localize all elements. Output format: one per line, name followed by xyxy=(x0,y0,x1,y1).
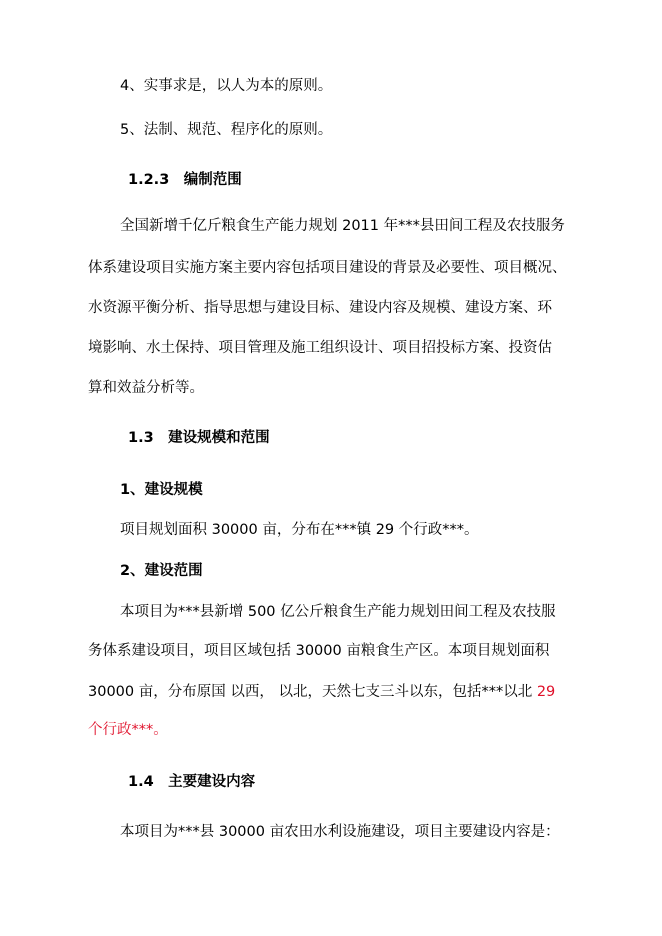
scope-paragraph-line-2: 体系建设项目实施方案主要内容包括项目建设的背景及必要性、项目概况、 xyxy=(88,260,567,276)
scope-paragraph-line-1: 全国新增千亿斤粮食生产能力规划 2011 年***县田间工程及农技服务 xyxy=(120,218,565,234)
range-paragraph-line-2: 务体系建设项目，项目区域包括 30000 亩粮食生产区。本项目规划面积 xyxy=(88,643,550,659)
principle-4: 4、实事求是，以人为本的原则。 xyxy=(120,78,333,94)
range-paragraph-line-3 xyxy=(88,682,555,702)
range-line-3-red-number: 29 xyxy=(536,684,556,700)
range-paragraph-line-1: 本项目为***县新增 500 亿公斤粮食生产能力规划田间工程及农技服 xyxy=(120,604,556,620)
subheading-build-range: 2、建设范围 xyxy=(120,563,203,579)
subheading-build-scale: 1、建设规模 xyxy=(120,482,203,498)
scope-paragraph-line-4: 境影响、水土保持、项目管理及施工组织设计、项目招投标方案、投资估 xyxy=(88,340,552,356)
principle-5: 5、法制、规范、程序化的原则。 xyxy=(120,122,333,138)
build-scale-text: 项目规划面积 30000 亩，分布在***镇 29 个行政***。 xyxy=(120,522,479,538)
section-heading-1-3: 1.3 建设规模和范围 xyxy=(128,430,270,446)
range-paragraph-line-4: 个行政***。 xyxy=(88,722,168,738)
section-heading-1-2-3: 1.2.3 编制范围 xyxy=(128,172,242,188)
scope-paragraph-line-5: 算和效益分析等。 xyxy=(88,380,204,396)
main-content-intro: 本项目为***县 30000 亩农田水利设施建设，项目主要建设内容是： xyxy=(120,824,560,840)
scope-paragraph-line-3: 水资源平衡分析、指导思想与建设目标、建设内容及规模、建设方案、环 xyxy=(88,300,552,316)
section-heading-1-4: 1.4 主要建设内容 xyxy=(128,774,256,790)
range-line-3-text: 30000 亩，分布原国 以西， 以北，天然七支三斗以东，包括***以北 xyxy=(88,684,537,700)
